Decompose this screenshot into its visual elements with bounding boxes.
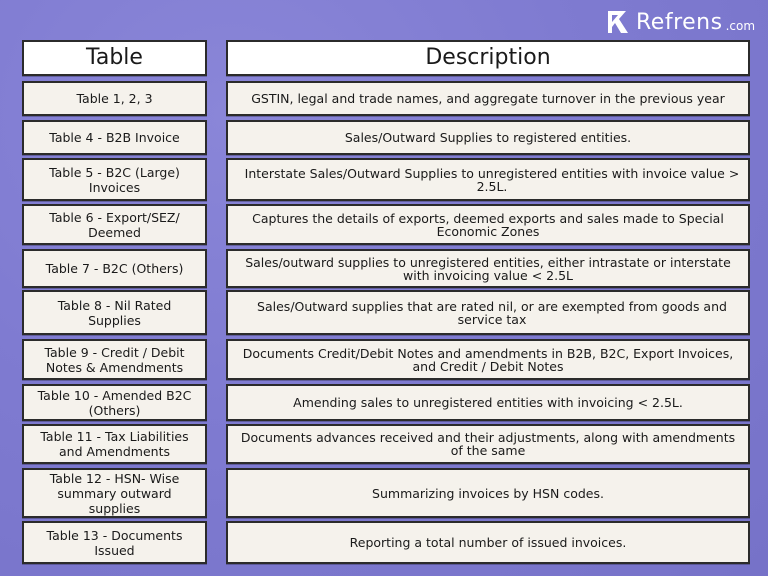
table-column-header: Table bbox=[22, 40, 207, 76]
table-cell: Table 7 - B2C (Others) bbox=[22, 249, 207, 288]
description-cell: Sales/Outward Supplies to registered entities. bbox=[226, 120, 750, 155]
table-cell: Table 4 - B2B Invoice bbox=[22, 120, 207, 155]
description-cell: GSTIN, legal and trade names, and aggregate turnover in the previous year bbox=[226, 81, 750, 116]
description-cell: Captures the details of exports, deemed exports and sales made to Special Economic Zones bbox=[226, 204, 750, 245]
logo-brand-text: Refrens bbox=[636, 9, 723, 35]
logo-tld-text: .com bbox=[725, 18, 756, 33]
table-cell: Table 8 - Nil Rated Supplies bbox=[22, 290, 207, 335]
description-cell: Sales/Outward supplies that are rated nil, or are exempted from goods and service tax bbox=[226, 290, 750, 335]
description-cell: Sales/outward supplies to unregistered entities, either intrastate or interstate with invoicing value < 2.5L bbox=[226, 249, 750, 288]
refrens-logo bbox=[606, 7, 755, 37]
table-cell: Table 9 - Credit / Debit Notes & Amendments bbox=[22, 339, 207, 380]
table-cell: Table 10 - Amended B2C (Others) bbox=[22, 384, 207, 421]
description-cell: Summarizing invoices by HSN codes. bbox=[226, 468, 750, 518]
description-cell: Documents advances received and their adjustments, along with amendments of the same bbox=[226, 424, 750, 464]
table-cell: Table 13 - Documents Issued bbox=[22, 521, 207, 564]
table-cell: Table 6 - Export/SEZ/ Deemed bbox=[22, 204, 207, 245]
table-cell: Table 12 - HSN- Wise summary outward supplies bbox=[22, 468, 207, 518]
description-cell: Documents Credit/Debit Notes and amendments in B2B, B2C, Export Invoices, and Credit / Debit Notes bbox=[226, 339, 750, 380]
description-column-header: Description bbox=[226, 40, 750, 76]
table-cell: Table 1, 2, 3 bbox=[22, 81, 207, 116]
refrens-logo-icon bbox=[606, 10, 630, 34]
description-cell: Reporting a total number of issued invoices. bbox=[226, 521, 750, 564]
table-cell: Table 11 - Tax Liabilities and Amendments bbox=[22, 424, 207, 464]
description-cell: Amending sales to unregistered entities with invoicing < 2.5L. bbox=[226, 384, 750, 421]
table-cell: Table 5 - B2C (Large) Invoices bbox=[22, 158, 207, 201]
description-cell: Interstate Sales/Outward Supplies to unregistered entities with invoice value > 2.5L. bbox=[226, 158, 750, 201]
